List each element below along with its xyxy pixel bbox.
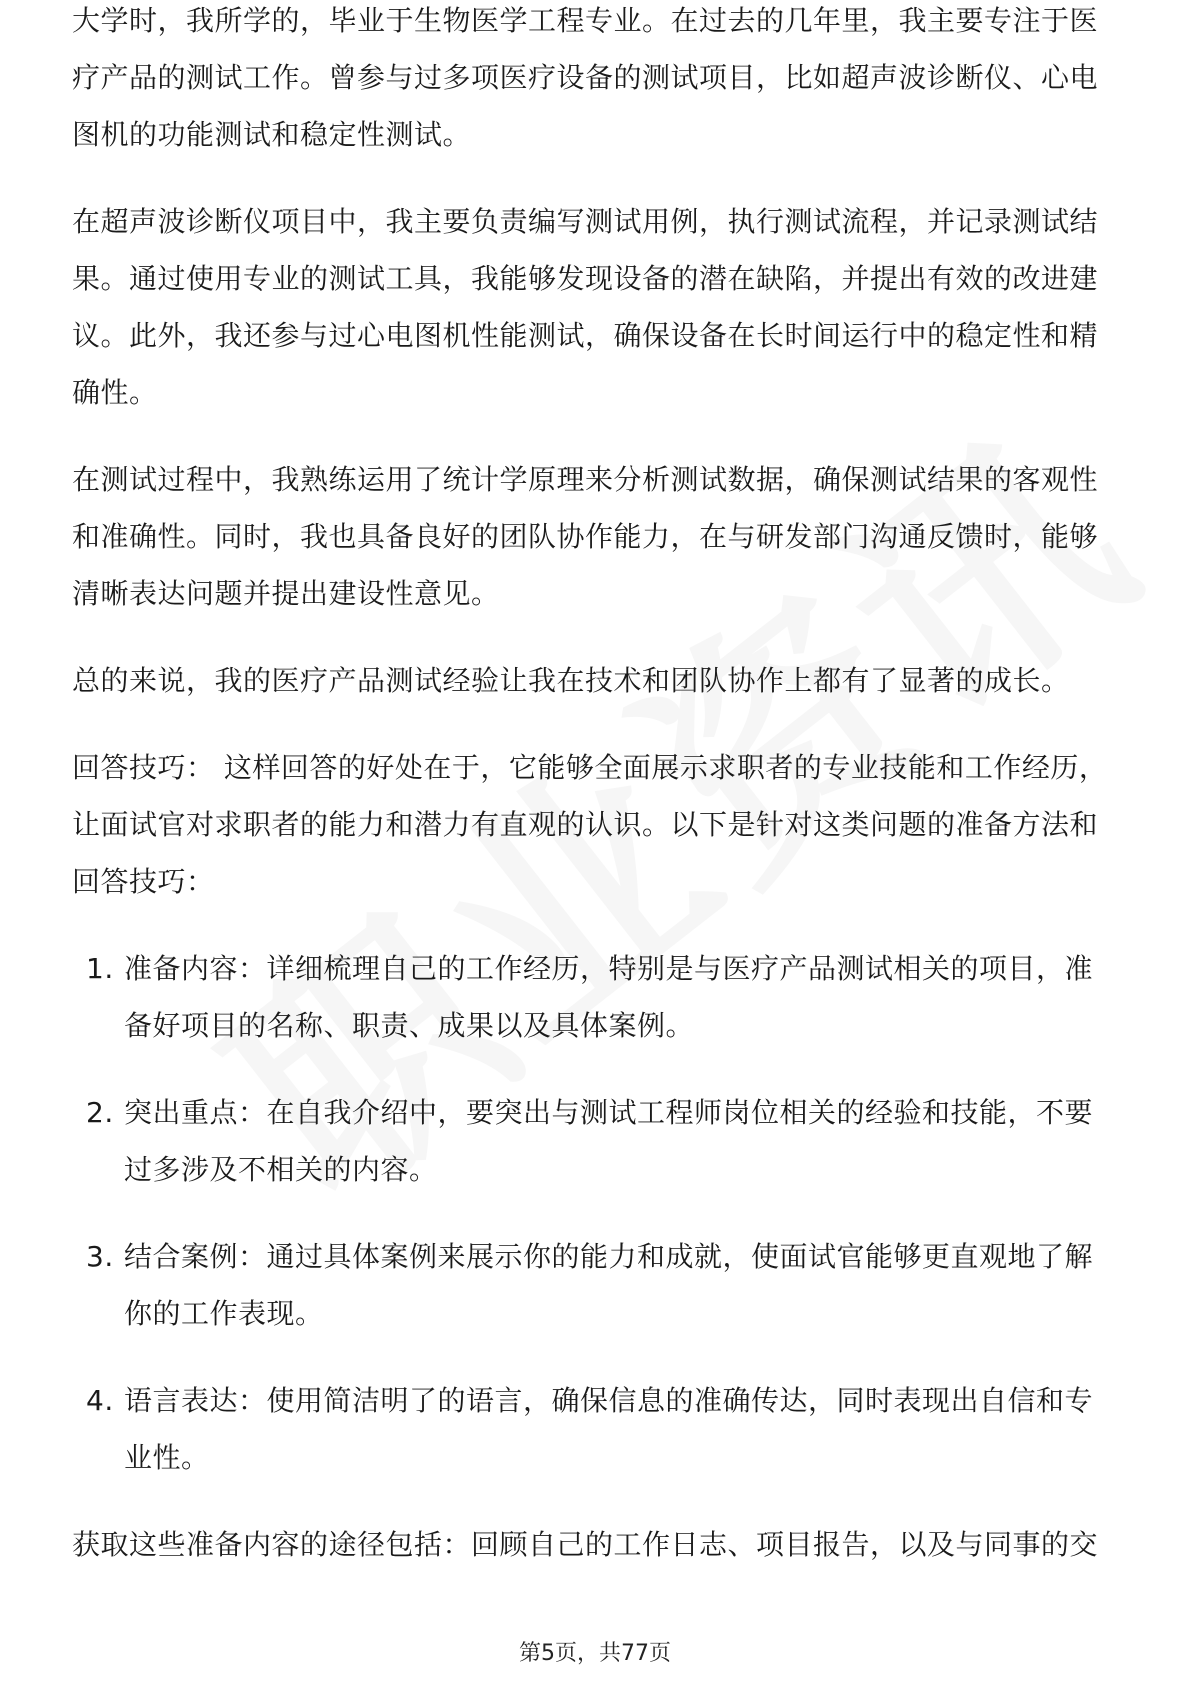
list-number: 1. [86, 952, 114, 985]
paragraph-intro: 大学时，我所学的，毕业于生物医学工程专业。在过去的几年里，我主要专注于医疗产品的测试工作。曾参与过多项医疗设备的测试项目，比如超声波诊断仪、心电图机的功能测试和稳定性测试。 [72, 4, 1099, 151]
list-number: 2. [86, 1096, 114, 1129]
document-body [72, 4, 1118, 1603]
tips-list [72, 940, 1118, 1486]
list-item-text: 突出重点：在自我介绍中，要突出与测试工程师岗位相关的经验和技能，不要过多涉及不相关的内容。 [124, 1096, 1094, 1186]
list-item [72, 1084, 1118, 1198]
list-number: 3. [86, 1240, 114, 1273]
paragraph-testing-process: 在测试过程中，我熟练运用了统计学原理来分析测试数据，确保测试结果的客观性和准确性。同时，我也具备良好的团队协作能力，在与研发部门沟通反馈时，能够清晰表达问题并提出建设性意见。 [72, 463, 1099, 610]
list-item [72, 1372, 1118, 1486]
paragraph-sources: 获取这些准备内容的途径包括：回顾自己的工作日志、项目报告，以及与同事的交 [72, 1528, 1099, 1561]
list-item-text: 准备内容：详细梳理自己的工作经历，特别是与医疗产品测试相关的项目，准备好项目的名称、职责、成果以及具体案例。 [124, 952, 1094, 1042]
list-item-text: 结合案例：通过具体案例来展示你的能力和成就，使面试官能够更直观地了解你的工作表现。 [124, 1240, 1094, 1330]
paragraph-ultrasound-project: 在超声波诊断仪项目中，我主要负责编写测试用例，执行测试流程，并记录测试结果。通过使用专业的测试工具，我能够发现设备的潜在缺陷，并提出有效的改进建议。此外，我还参与过心电图机性能测试，确保设备在长时间运行中的稳定性和精确性。 [72, 205, 1099, 409]
list-item-text: 语言表达：使用简洁明了的语言，确保信息的准确传达，同时表现出自信和专业性。 [124, 1384, 1094, 1474]
page-number-footer: 第5页，共77页 [519, 1641, 671, 1666]
paragraph-summary: 总的来说，我的医疗产品测试经验让我在技术和团队协作上都有了显著的成长。 [72, 664, 1070, 697]
paragraph-answer-tips: 回答技巧： 这样回答的好处在于，它能够全面展示求职者的专业技能和工作经历，让面试官对求职者的能力和潜力有直观的认识。以下是针对这类问题的准备方法和回答技巧： [72, 751, 1108, 898]
list-number: 4. [86, 1384, 114, 1417]
list-item [72, 1228, 1118, 1342]
list-item [72, 940, 1118, 1054]
